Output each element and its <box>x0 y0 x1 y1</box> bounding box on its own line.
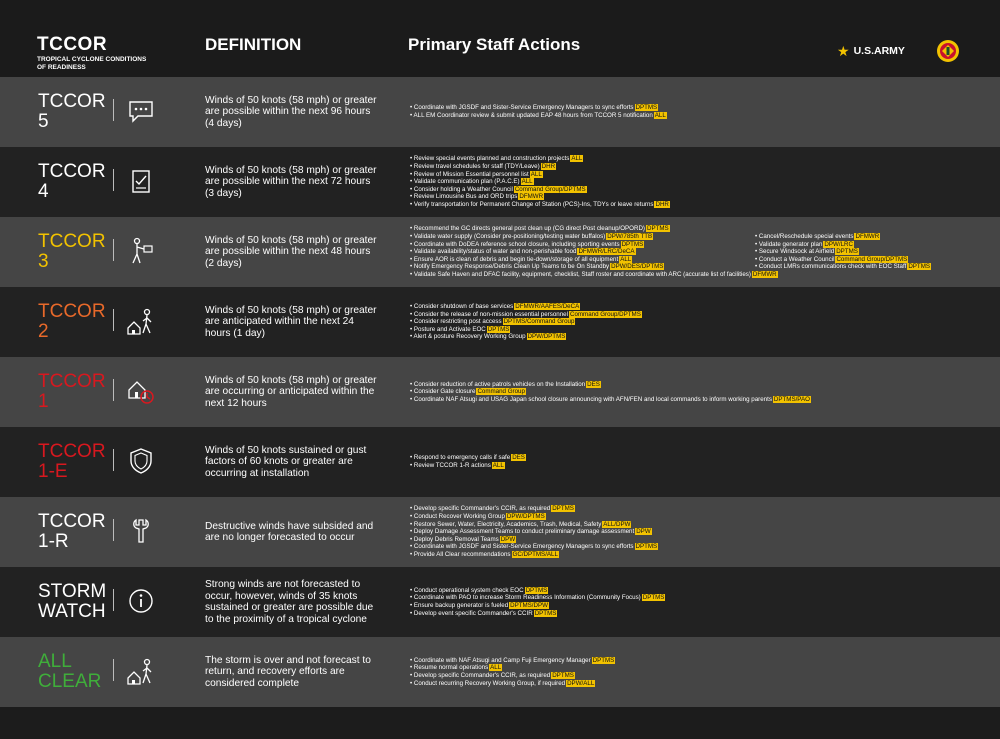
action-item <box>755 241 931 249</box>
responsible-tag: DHR <box>541 162 556 170</box>
divider <box>113 169 114 191</box>
tccor-level-line2: WATCH <box>38 601 106 622</box>
actions-list <box>410 225 778 278</box>
action-item <box>410 178 670 186</box>
responsible-tag: Command Group <box>477 388 525 396</box>
action-text: • Provide All Clear recommendations <box>410 550 511 558</box>
tccor-row <box>0 287 1000 357</box>
action-item <box>410 171 670 179</box>
action-text: • Consider shutdown of base services <box>410 303 514 310</box>
tccor-level-line2: 1 <box>38 391 49 412</box>
tccor-level <box>38 372 106 412</box>
responsible-tag: DPTMS <box>552 671 574 679</box>
action-item <box>410 155 670 163</box>
responsible-tag: ALL <box>530 170 542 178</box>
action-item <box>410 513 658 521</box>
action-text: • Ensure AOR is clean of debris and begin tie-down/storage of all equipment <box>410 255 619 263</box>
tccor-level-line1: TCCOR <box>38 231 106 252</box>
definition-text: Winds of 50 knots (58 mph) or greater are possible within the next 96 hours (4 days) <box>205 94 377 129</box>
action-text: • Coordinate NAF Atsugi and USAG Japan school closure announcing with AFN/FEN and local commands to inform working parents <box>410 395 772 403</box>
tccor-level <box>38 512 106 552</box>
tccor-level-line2: 1-R <box>38 531 69 552</box>
responsible-tag: ALL/DPW <box>603 520 631 528</box>
checklist-icon <box>126 166 156 196</box>
action-text: • Review of Mission Essential personnel list <box>410 170 529 178</box>
action-text: • Ensure backup generator is fueled <box>410 601 509 609</box>
actions-list <box>410 454 526 469</box>
responsible-tag: DFMWR/AAFES/DeCA <box>515 303 580 310</box>
action-text: • Cancel/Reschedule special events <box>755 233 854 240</box>
action-item <box>410 610 665 618</box>
tccor-row <box>0 217 1000 287</box>
action-text: • Validate availability/status of water and non-perishable food <box>410 248 577 256</box>
action-item <box>755 263 931 271</box>
action-text: • Validate Safe Haven and DFAC facility, equipment, checklist, Staff roster and coordinate with ARC (accurate list of facilities) <box>410 270 751 278</box>
action-item <box>410 594 665 602</box>
person-with-sign-icon <box>126 236 156 266</box>
responsible-tag: DPW/LRC <box>824 240 853 248</box>
definition-text: The storm is over and not forecast to return, and recovery efforts are considered complete <box>205 654 371 689</box>
responsible-tag: DPTMS <box>552 505 574 513</box>
action-item <box>410 454 526 462</box>
responsible-tag: ALL <box>490 664 502 672</box>
responsible-tag: DPW/ALL <box>567 679 595 687</box>
tccor-level <box>38 442 106 482</box>
brand-subtitle: TROPICAL CYCLONE CONDITIONS OF READINESS <box>37 56 147 71</box>
tccor-level-line2: 5 <box>38 111 49 132</box>
action-item <box>410 505 658 513</box>
action-item <box>410 248 778 256</box>
action-item <box>410 381 811 389</box>
action-item <box>410 303 642 311</box>
tccor-level <box>38 92 106 132</box>
responsible-tag: DPTMS <box>592 656 615 664</box>
definition-text: Winds of 50 knots (58 mph) or greater are occurring or anticipated within the next 12 hours <box>205 374 377 409</box>
action-item <box>410 657 615 665</box>
action-item <box>410 333 642 341</box>
responsible-tag: DFMWR <box>519 193 544 201</box>
action-text: • Develop event specific Commander's CCIR <box>410 609 533 617</box>
action-text: • Secure Windsock at Airfield <box>755 248 835 256</box>
action-text: • Review special events planned and construction projects <box>410 155 570 163</box>
responsible-tag: DPTMS <box>647 225 669 233</box>
brand-block <box>37 36 157 72</box>
action-text: • Consider restricting post access <box>410 318 502 326</box>
action-text: • Coordinate with JGSDF and Sister-Service Emergency Managers to sync efforts <box>410 104 634 112</box>
action-text: • Coordinate with PAO to increase Storm Readiness Information (Community Focus) <box>410 594 641 602</box>
action-text: • Develop specific Commander's CCIR, as required <box>410 671 551 679</box>
definition-heading: DEFINITION <box>205 35 302 54</box>
divider <box>113 449 114 471</box>
responsible-tag: DPTMS <box>836 248 858 256</box>
tccor-level-line1: TCCOR <box>38 301 106 322</box>
divider <box>113 519 114 541</box>
divider <box>113 379 114 401</box>
action-text: • Review TCCOR 1-R actions <box>410 461 491 469</box>
action-text: • Develop specific Commander's CCIR, as required <box>410 505 551 513</box>
responsible-tag: DHR <box>655 200 669 208</box>
action-item <box>410 396 811 404</box>
responsible-tag: DPTMS/Command Group <box>503 318 575 326</box>
action-text: • Consider the release of non-mission essential personnel <box>410 310 568 318</box>
action-item <box>410 602 665 610</box>
action-item <box>755 256 931 264</box>
action-item <box>410 664 615 672</box>
responsible-tag: Command Group/DPTMS <box>569 310 641 318</box>
responsible-tag: DPTMS/DPW <box>510 601 548 609</box>
star-icon: ★ <box>837 43 850 59</box>
action-item <box>755 248 931 256</box>
action-text: • Resume normal operations <box>410 664 489 672</box>
responsible-tag: DPW/785th TTB <box>607 232 653 240</box>
action-text: • Verify transportation for Permanent Change of Station (PCS)-Ins, TDYs or leave returns <box>410 200 654 208</box>
definition-text: Winds of 50 knots (58 mph) or greater are anticipated within the next 24 hours (1 day) <box>205 304 377 339</box>
responsible-tag: ALL <box>654 111 666 119</box>
action-item <box>410 528 658 536</box>
responsible-tag: DPTMS/PAO <box>773 395 810 403</box>
action-text: • Consider holding a Weather Council <box>410 185 513 193</box>
responsible-tag: DFMWR <box>752 270 777 278</box>
action-text: • ALL EM Coordinator review & submit updated EAP 48 hours from TCCOR 5 notification <box>410 111 653 119</box>
action-text: • Conduct operational system check EOC <box>410 586 524 594</box>
responsible-tag: DPTMS <box>534 609 557 617</box>
tccor-row <box>0 77 1000 147</box>
tccor-level-line2: 1-E <box>38 461 68 482</box>
definition-text: Winds of 50 knots sustained or gust factors of 60 knots or greater are occurring at installation <box>205 444 367 479</box>
tccor-level-line2: CLEAR <box>38 671 102 692</box>
tccor-level <box>38 232 106 272</box>
responsible-tag: DPTMS <box>621 240 644 248</box>
responsible-tag: ALL <box>571 155 583 163</box>
responsible-tag: ALL <box>492 461 504 469</box>
tccor-row <box>0 567 1000 637</box>
action-item <box>410 112 667 120</box>
tccor-row <box>0 147 1000 217</box>
responsible-tag: Command Group/DPTMS <box>836 255 908 263</box>
responsible-tag: DPW <box>500 535 516 543</box>
tccor-row <box>0 497 1000 567</box>
action-text: • Posture and Activate EOC <box>410 325 486 333</box>
divider <box>113 589 114 611</box>
action-item <box>410 263 778 271</box>
divider <box>113 239 114 261</box>
actions-list <box>410 657 615 687</box>
action-item <box>755 233 931 241</box>
action-item <box>410 311 642 319</box>
tccor-level-line1: TCCOR <box>38 161 106 182</box>
action-text: • Coordinate with JGSDF and Sister-Service Emergency Managers to sync efforts <box>410 543 634 551</box>
action-item <box>410 233 778 241</box>
action-item <box>410 388 811 396</box>
actions-list <box>410 155 670 208</box>
action-text: • Coordinate with DoDEA reference school closure, including sporting events <box>410 240 620 248</box>
person-leaving-home-icon <box>126 306 156 336</box>
action-item <box>410 462 526 470</box>
responsible-tag: DPTMS <box>635 104 658 112</box>
tccor-row <box>0 637 1000 707</box>
action-item <box>410 318 642 326</box>
responsible-tag: DPTMS <box>642 594 665 602</box>
action-text: • Review Limousine Bus and ORD trips <box>410 193 518 201</box>
responsible-tag: DPTMS <box>525 586 548 594</box>
definition-text: Strong winds are not forecasted to occur, however, winds of 35 knots sustained or greater are possible due to the proximity of a tropical cyclone <box>205 579 374 625</box>
army-logo <box>837 44 905 58</box>
responsible-tag: ALL <box>620 255 632 263</box>
wrench-icon <box>126 516 156 546</box>
action-text: • Coordinate with NAF Atsugi and Camp Fuji Emergency Manager <box>410 656 591 664</box>
actions-list <box>410 505 658 558</box>
action-text: • Consider reduction of active patrols vehicles on the Installation <box>410 380 586 388</box>
tccor-level-line1: TCCOR <box>38 511 106 532</box>
action-text: • Alert & posture Recovery Working Group <box>410 333 526 341</box>
responsible-tag: GC/DPTMS/ALL <box>512 550 558 558</box>
responsible-tag: DES <box>587 380 600 388</box>
action-text: • Conduct LMRs communications check with EOC Staff <box>755 263 907 271</box>
tccor-level-line1: TCCOR <box>38 371 106 392</box>
responsible-tag: DPW/DPTMS <box>527 333 566 341</box>
action-item <box>410 241 778 249</box>
definition-text: Winds of 50 knots (58 mph) or greater are possible within the next 72 hours (3 days) <box>205 164 377 199</box>
shield-icon <box>126 446 156 476</box>
action-item <box>410 543 658 551</box>
responsible-tag: DES <box>512 454 525 462</box>
divider <box>113 309 114 331</box>
divider <box>113 99 114 121</box>
actions-heading: Primary Staff Actions <box>408 35 581 54</box>
actions-list <box>410 303 642 341</box>
house-clock-icon <box>126 376 156 406</box>
action-item <box>410 256 778 264</box>
responsible-tag: DPTMS <box>908 263 930 271</box>
action-text: • Deploy Debris Removal Teams <box>410 535 499 543</box>
action-item <box>410 163 670 171</box>
responsible-tag: DPW <box>636 528 651 536</box>
tccor-row <box>0 427 1000 497</box>
tccor-level-line1: STORM <box>38 581 107 602</box>
page-header <box>0 0 1000 77</box>
action-text: • Review travel schedules for staff (TDY/Leave) <box>410 162 540 170</box>
action-item <box>410 587 665 595</box>
action-text: • Respond to emergency calls if safe <box>410 454 511 462</box>
action-text: • Restore Sewer, Water, Electricity, Academics, Trash, Medical, Safety <box>410 520 602 528</box>
actions-list <box>410 587 665 617</box>
action-item <box>410 326 642 334</box>
tccor-level <box>38 302 106 342</box>
action-item <box>410 521 658 529</box>
actions-list <box>410 104 667 119</box>
action-text: • Conduct a Weather Council <box>755 255 835 263</box>
action-text: • Validate water supply (Consider pre-positioning/testing water buffalos) <box>410 232 606 240</box>
action-item <box>410 551 658 559</box>
responsible-tag: DFMWR/LRC/DeCA <box>578 248 635 256</box>
action-item <box>410 193 670 201</box>
responsible-tag: DPW/DPTMS <box>506 512 545 520</box>
person-leaving-home-icon <box>126 656 156 686</box>
responsible-tag: DPTMS <box>487 325 510 333</box>
brand-title: TCCOR <box>37 34 108 55</box>
tccor-level-line2: 3 <box>38 251 49 272</box>
tccor-level-line1: ALL <box>38 651 72 672</box>
action-item <box>410 201 670 209</box>
unit-emblem-icon <box>933 38 963 64</box>
action-text: • Consider Gate closure <box>410 388 476 396</box>
action-item <box>410 225 778 233</box>
definition-text: Destructive winds have subsided and are no longer forecasted to occur <box>205 520 374 543</box>
action-text: • Validate communication plan (P.A.C.E) <box>410 178 520 186</box>
action-item <box>410 680 615 688</box>
tccor-level-line1: TCCOR <box>38 91 106 112</box>
action-text: • Recommend the GC directs general post clean up (CG direct Post cleanup/OPORD) <box>410 225 645 233</box>
actions-list-right <box>755 233 931 271</box>
tccor-level-line2: 4 <box>38 181 49 202</box>
chat-bubble-icon <box>126 96 156 126</box>
tccor-level <box>38 162 106 202</box>
action-text: • Conduct recurring Recovery Working Group, if required <box>410 679 566 687</box>
responsible-tag: ALL <box>521 178 533 186</box>
action-text: • Deploy Damage Assessment Teams to conduct preliminary damage assessment <box>410 528 635 536</box>
tccor-row <box>0 357 1000 427</box>
action-item <box>410 536 658 544</box>
responsible-tag: DPTMS <box>635 543 658 551</box>
tccor-level <box>38 652 101 692</box>
action-item <box>410 672 615 680</box>
definition-text: Winds of 50 knots (58 mph) or greater are possible within the next 48 hours (2 days) <box>205 234 377 269</box>
action-item <box>410 104 667 112</box>
tccor-level-line1: TCCOR <box>38 441 106 462</box>
action-text: • Validate generator plan <box>755 240 823 248</box>
army-label: U.S.ARMY <box>853 45 905 57</box>
responsible-tag: DFMWR <box>855 233 880 240</box>
divider <box>113 659 114 681</box>
responsible-tag: Command Group/DPTMS <box>514 185 586 193</box>
tccor-level-line2: 2 <box>38 321 49 342</box>
action-text: • Notify Emergency Response/Debris Clean Up Teams to be On Standby <box>410 263 610 271</box>
actions-list <box>410 381 811 404</box>
tccor-level <box>38 582 106 622</box>
action-text: • Conduct Recover Working Group <box>410 512 505 520</box>
action-item <box>410 271 778 279</box>
info-icon <box>126 586 156 616</box>
action-item <box>410 186 670 194</box>
responsible-tag: DPW/DES/DPTMS <box>611 263 664 271</box>
